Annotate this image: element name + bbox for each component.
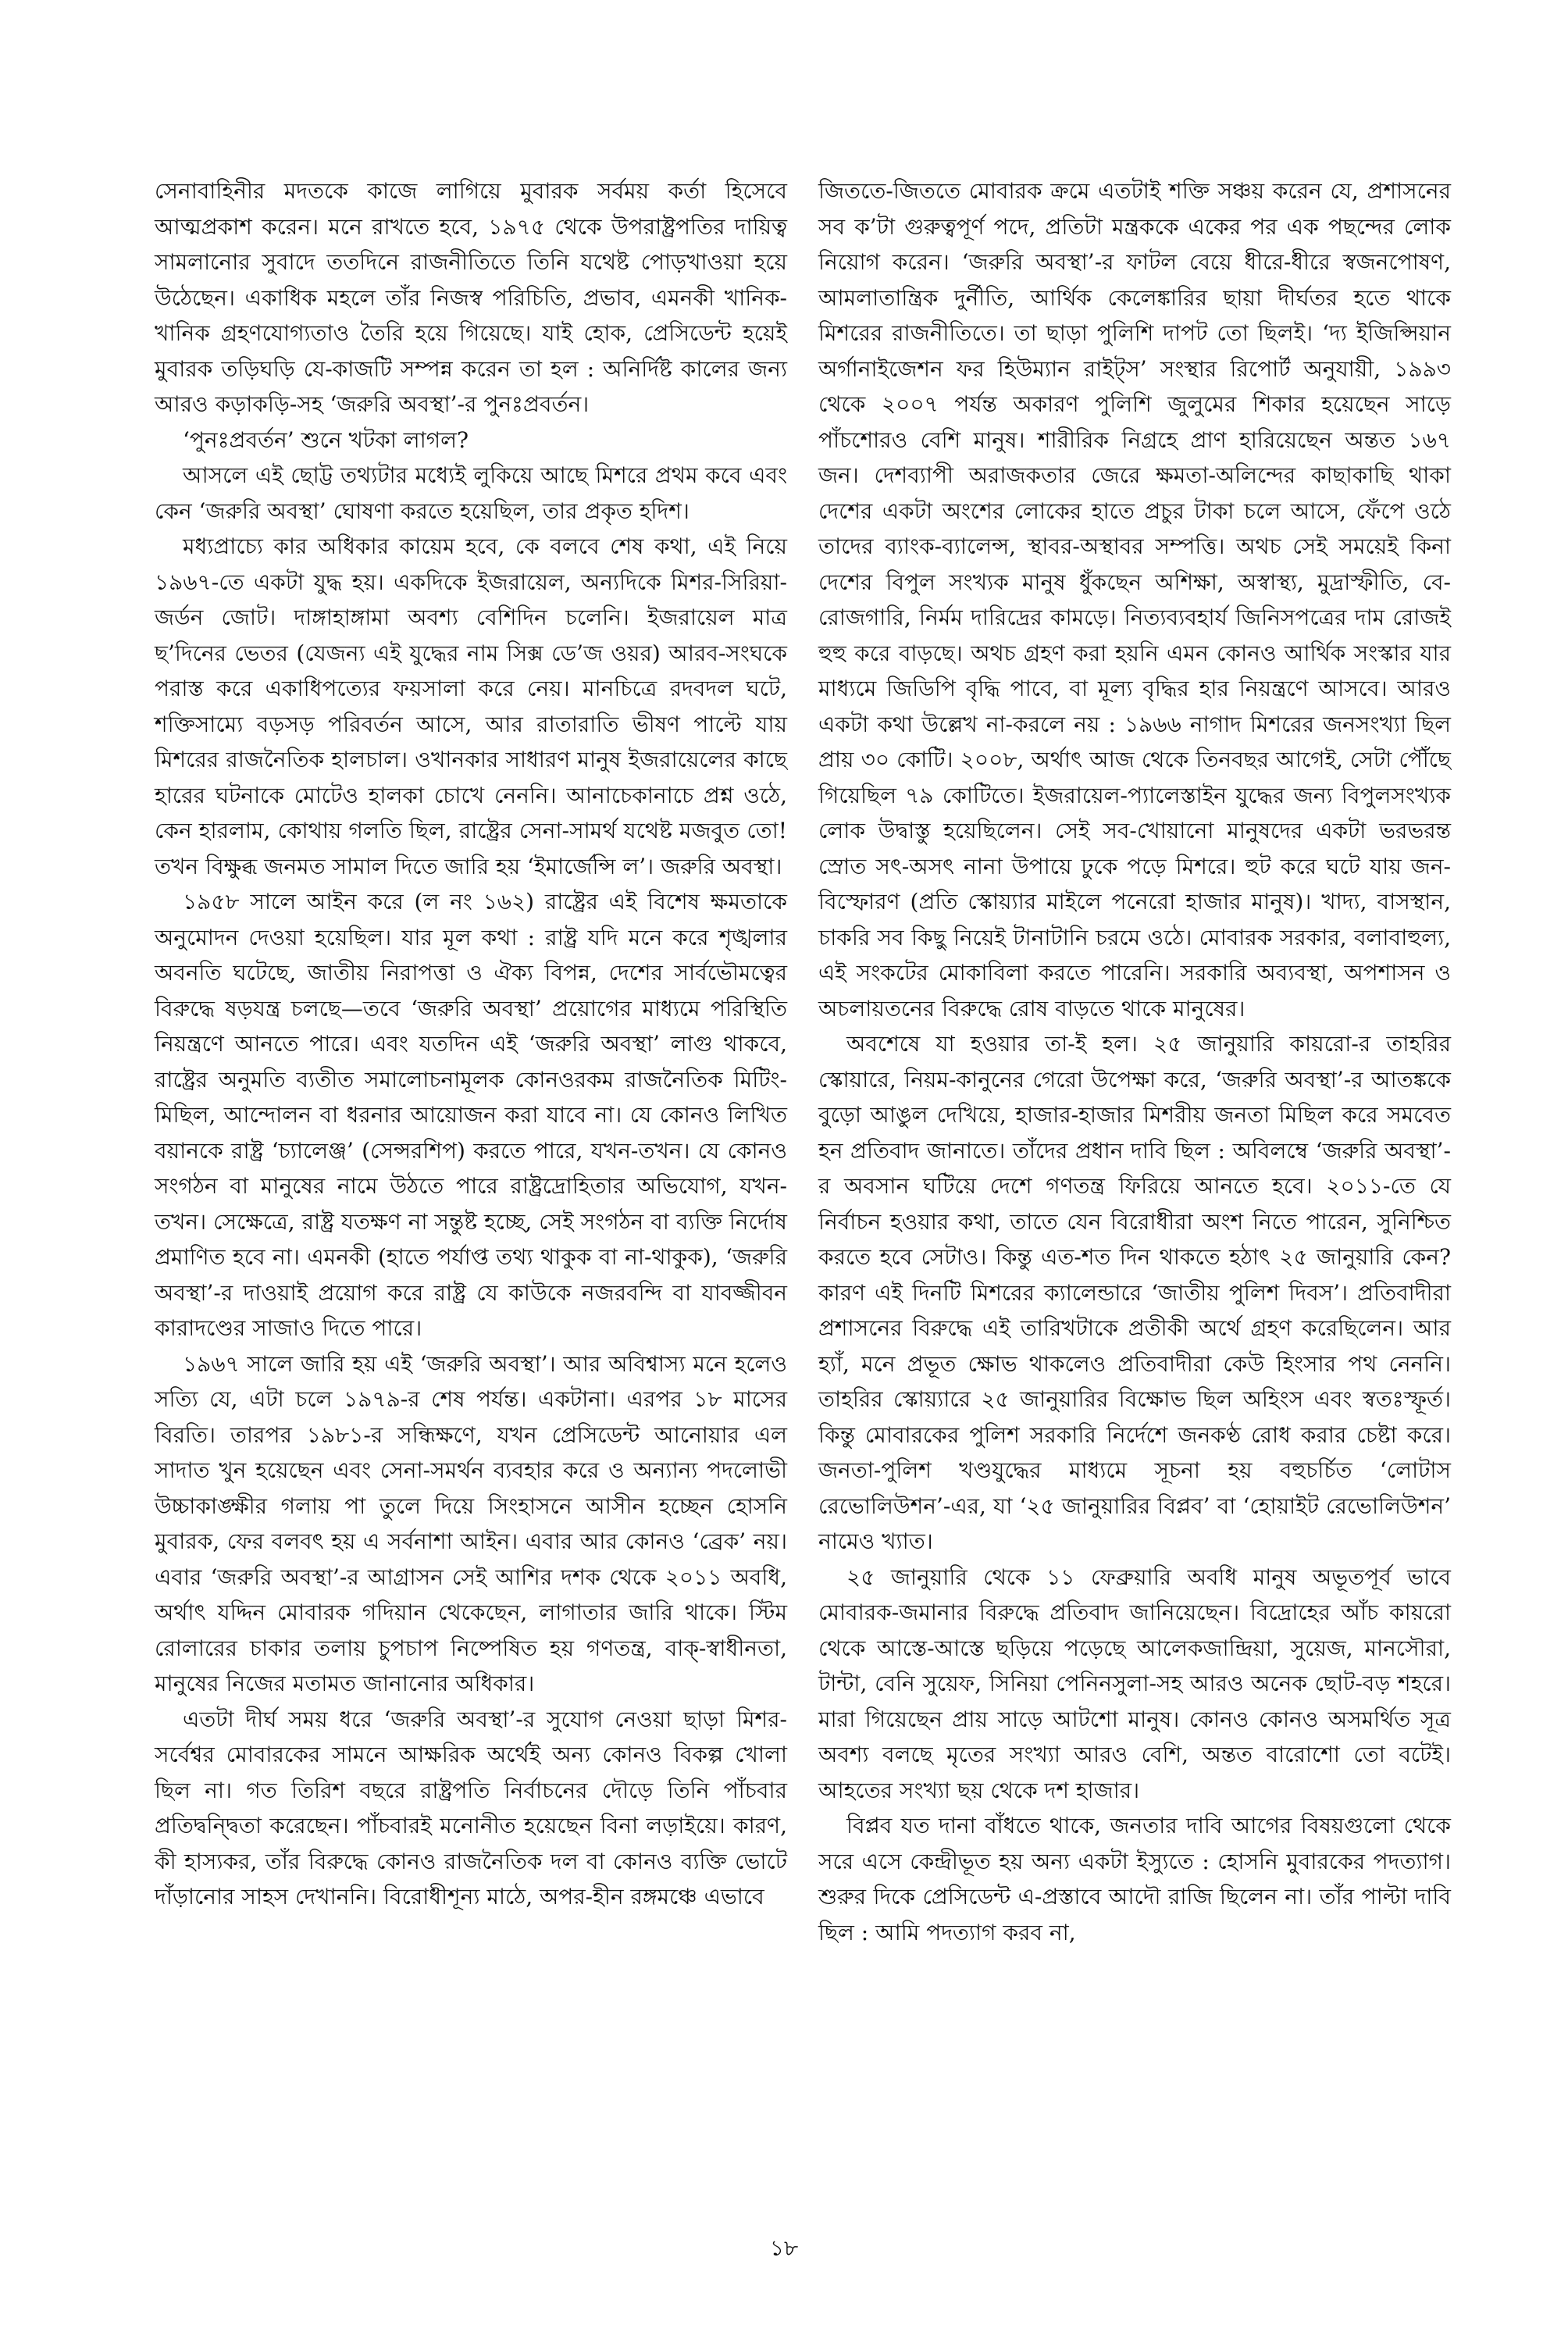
left-text-column — [155, 173, 787, 1915]
paragraph: মধ্যপ্রাচ্যে কার অধিকার কায়েম হবে, কে বলবে শেষ কথা, এই নিয়ে ১৯৬৭-তে একটা যুদ্ধ হয়। একদিকে ইজরায়েল, অন্যদিকে মিশর-সিরিয়া-জর্ডন জোট। দাঙ্গাহাঙ্গামা অবশ্য বেশিদিন চলেনি। ইজরায়েল মাত্র ছ’দিনের ভেতর (যেজন্য এই যুদ্ধের নাম সিক্স ডে’জ ওয়র) আরব-সংঘকে পরাস্ত করে একাধিপত্যের ফয়সালা করে নেয়। মানচিত্রে রদবদল ঘটে, শক্তিসাম্যে বড়সড় পরিবর্তন আসে, আর রাতারাতি ভীষণ পাল্টে যায় মিশরের রাজনৈতিক হালচাল। ওখানকার সাধারণ মানুষ ইজরায়েলের কাছে হারের ঘটনাকে মোটেও হালকা চোখে নেননি। আনাচেকানাচে প্রশ্ন ওঠে, কেন হারলাম, কোথায় গলতি ছিল, রাষ্ট্রের সেনা-সামর্থ যথেষ্ট মজবুত তো! তখন বিক্ষুব্ধ জনমত সামাল দিতে জারি হয় ‘ইমার্জেন্সি ল’। জরুরি অবস্থা। — [155, 533, 787, 879]
paragraph: অবশেষে যা হওয়ার তা-ই হল। ২৫ জানুয়ারি কায়রো-র তাহরির স্কোয়ারে, নিয়ম-কানুনের গেরো উপেক্ষা করে, ‘জরুরি অবস্থা’-র আতঙ্ককে বুড়ো আঙুল দেখিয়ে, হাজার-হাজার মিশরীয় জনতা মিছিল করে সমবেত হন প্রতিবাদ জানাতে। তাঁদের প্রধান দাবি ছিল : অবিলম্বে ‘জরুরি অবস্থা’-র অবসান ঘটিয়ে দেশে গণতন্ত্র ফিরিয়ে আনতে হবে। ২০১১-তে যে নির্বাচন হওয়ার কথা, তাতে যেন বিরোধীরা অংশ নিতে পারেন, সুনিশ্চিত করতে হবে সেটাও। কিন্তু এত-শত দিন থাকতে হঠাৎ ২৫ জানুয়ারি কেন? কারণ এই দিনটি মিশরের ক্যালেন্ডারে ‘জাতীয় পুলিশ দিবস’। প্রতিবাদীরা প্রশাসনের বিরুদ্ধে এই তারিখটাকে প্রতীকী অর্থে গ্রহণ করেছিলেন। আর হ্যাঁ, মনে প্রভূত ক্ষোভ থাকলেও প্রতিবাদীরা কেউ হিংসার পথ নেননি। তাহরির স্কোয়্যারে ২৫ জানুয়ারির বিক্ষোভ ছিল অহিংস এবং স্বতঃস্ফূর্ত। কিন্তু মোবারকের পুলিশ সরকারি নির্দেশে জনকণ্ঠ রোধ করার চেষ্টা করে। জনতা-পুলিশ খণ্ডযুদ্ধের মাধ্যমে সূচনা হয় বহুচর্চিত ‘লোটাস রেভোলিউশন’-এর, যা ‘২৫ জানুয়ারির বিপ্লব’ বা ‘হোয়াইট রেভোলিউশন’ নামেও খ্যাত। — [818, 1031, 1451, 1554]
paragraph: এতটা দীর্ঘ সময় ধরে ‘জরুরি অবস্থা’-র সুযোগ নেওয়া ছাড়া মিশর-সর্বেশ্বর মোবারকের সামনে আক্ষরিক অর্থেই অন্য কোনও বিকল্প খোলা ছিল না। গত তিরিশ বছরে রাষ্ট্রপতি নির্বাচনের দৌড়ে তিনি পাঁচবার প্রতিদ্বন্দ্বিতা করেছেন। পাঁচবারই মনোনীত হয়েছেন বিনা লড়াইয়ে। কারণ, কী হাস্যকর, তাঁর বিরুদ্ধে কোনও রাজনৈতিক দল বা কোনও ব্যক্তি ভোটে দাঁড়ানোর সাহস দেখাননি। বিরোধীশূন্য মাঠে, অপর-হীন রঙ্গমঞ্চে এভাবে — [155, 1706, 787, 1910]
paragraph: আসলে এই ছোট্ট তথ্যটার মধ্যেই লুকিয়ে আছে মিশরে প্রথম কবে এবং কেন ‘জরুরি অবস্থা’ ঘোষণা করতে হয়েছিল, তার প্রকৃত হদিশ। — [155, 462, 787, 524]
paragraph: ১৯৫৮ সালে আইন করে (ল নং ১৬২) রাষ্ট্রের এই বিশেষ ক্ষমতাকে অনুমোদন দেওয়া হয়েছিল। যার মূল কথা : রাষ্ট্র যদি মনে করে শৃঙ্খলার অবনতি ঘটেছে, জাতীয় নিরাপত্তা ও ঐক্য বিপন্ন, দেশের সার্বভৌমত্বের বিরুদ্ধে ষড়যন্ত্র চলছে—তবে ‘জরুরি অবস্থা’ প্রয়োগের মাধ্যমে পরিস্থিতি নিয়ন্ত্রণে আনতে পারে। এবং যতদিন এই ‘জরুরি অবস্থা’ লাগু থাকবে, রাষ্ট্রের অনুমতি ব্যতীত সমালোচনামূলক কোনওরকম রাজনৈতিক মিটিং-মিছিল, আন্দোলন বা ধরনার আয়োজন করা যাবে না। যে কোনও লিখিত বয়ানকে রাষ্ট্র ‘চ্যালেঞ্জ’ (সেন্সরশিপ) করতে পারে, যখন-তখন। যে কোনও সংগঠন বা মানুষের নামে উঠতে পারে রাষ্ট্রদ্রোহিতার অভিযোগ, যখন-তখন। সেক্ষেত্রে, রাষ্ট্র যতক্ষণ না সন্তুষ্ট হচ্ছে, সেই সংগঠন বা ব্যক্তি নির্দোষ প্রমাণিত হবে না। এমনকী (হাতে পর্যাপ্ত তথ্য থাকুক বা না-থাকুক), ‘জরুরি অবস্থা’-র দাওয়াই প্রয়োগ করে রাষ্ট্র যে কাউকে নজরবন্দি বা যাবজ্জীবন কারাদণ্ডের সাজাও দিতে পারে। — [155, 889, 787, 1341]
right-text-column — [818, 173, 1451, 1950]
paragraph: ২৫ জানুয়ারি থেকে ১১ ফেব্রুয়ারি অবধি মানুষ অভূতপূর্ব ভাবে মোবারক-জমানার বিরুদ্ধে প্রতিবাদ জানিয়েছেন। বিদ্রোহের আঁচ কায়রো থেকে আস্তে-আস্তে ছড়িয়ে পড়েছে আলেকজান্দ্রিয়া, সুয়েজ, মানসৌরা, টান্টা, বেনি সুয়েফ, সিনিয়া পেনিনসুলা-সহ আরও অনেক ছোট-বড় শহরে। মারা গিয়েছেন প্রায় সাড়ে আটশো মানুষ। কোনও কোনও অসমর্থিত সূত্র অবশ্য বলছে মৃতের সংখ্যা আরও বেশি, অন্তত বারোশো তো বটেই। আহতের সংখ্যা ছয় থেকে দশ হাজার। — [818, 1564, 1451, 1803]
page-number: ১৮ — [769, 2235, 799, 2261]
paragraph: ‘পুনঃপ্রবর্তন’ শুনে খটকা লাগল? — [183, 426, 469, 453]
paragraph: বিপ্লব যত দানা বাঁধতে থাকে, জনতার দাবি আগের বিষয়গুলো থেকে সরে এসে কেন্দ্রীভূত হয় অন্য একটা ইস্যুতে : হোসনি মুবারকের পদত্যাগ। শুরুর দিকে প্রেসিডেন্ট এ-প্রস্তাবে আদৌ রাজি ছিলেন না। তাঁর পাল্টা দাবি ছিল : আমি পদত্যাগ করব না, — [818, 1813, 1451, 1945]
paragraph: ১৯৬৭ সালে জারি হয় এই ‘জরুরি অবস্থা’। আর অবিশ্বাস্য মনে হলেও সত্যি যে, এটা চলে ১৯৭৯-র শেষ পর্যন্ত। একটানা। এরপর ১৮ মাসের বিরতি। তারপর ১৯৮১-র সন্ধিক্ষণে, যখন প্রেসিডেন্ট আনোয়ার এল সাদাত খুন হয়েছেন এবং সেনা-সমর্থন ব্যবহার করে ও অন্যান্য পদলোভী উচ্চাকাঙ্ক্ষীর গলায় পা তুলে দিয়ে সিংহাসনে আসীন হচ্ছেন হোসনি মুবারক, ফের বলবৎ হয় এ সর্বনাশা আইন। এবার আর কোনও ‘ব্রেক’ নয়। এবার ‘জরুরি অবস্থা’-র আগ্রাসন সেই আশির দশক থেকে ২০১১ অবধি, অর্থাৎ যদ্দিন মোবারক গদিয়ান থেকেছেন, লাগাতার জারি থাকে। স্টিম রোলারের চাকার তলায় চুপচাপ নিষ্পেষিত হয় গণতন্ত্র, বাক্-স্বাধীনতা, মানুষের নিজের মতামত জানানোর অধিকার। — [155, 1350, 787, 1696]
paragraph: সেনাবাহিনীর মদতকে কাজে লাগিয়ে মুবারক সর্বময় কর্তা হিসেবে আত্মপ্রকাশ করেন। মনে রাখতে হবে, ১৯৭৫ থেকে উপরাষ্ট্রপতির দায়িত্ব সামলানোর সুবাদে ততদিনে রাজনীতিতে তিনি যথেষ্ট পোড়খাওয়া হয়ে উঠেছেন। একাধিক মহলে তাঁর নিজস্ব পরিচিতি, প্রভাব, এমনকী খানিক-খানিক গ্রহণযোগ্যতাও তৈরি হয়ে গিয়েছে। যাই হোক, প্রেসিডেন্ট হয়েই মুবারক তড়িঘড়ি যে-কাজটি সম্পন্ন করেন তা হল : অনির্দিষ্ট কালের জন্য আরও কড়াকড়ি-সহ ‘জরুরি অবস্থা’-র পুনঃপ্রবর্তন। — [155, 178, 787, 417]
paragraph: জিততে-জিততে মোবারক ক্রমে এতটাই শক্তি সঞ্চয় করেন যে, প্রশাসনের সব ক’টা গুরুত্বপূর্ণ পদে, প্রতিটা মন্ত্রককে একের পর এক পছন্দের লোক নিয়োগ করেন। ‘জরুরি অবস্থা’-র ফাটল বেয়ে ধীরে-ধীরে স্বজনপোষণ, আমলাতান্ত্রিক দুর্নীতি, আর্থিক কেলেঙ্কারির ছায়া দীর্ঘতর হতে থাকে মিশরের রাজনীতিতে। তা ছাড়া পুলিশি দাপট তো ছিলই। ‘দ্য ইজিপ্সিয়ান অর্গানাইজেশন ফর হিউম্যান রাইট্স’ সংস্থার রিপোর্ট অনুযায়ী, ১৯৯৩ থেকে ২০০৭ পর্যন্ত অকারণ পুলিশি জুলুমের শিকার হয়েছেন সাড়ে পাঁচশোরও বেশি মানুষ। শারীরিক নিগ্রহে প্রাণ হারিয়েছেন অন্তত ১৬৭ জন। দেশব্যাপী অরাজকতার জেরে ক্ষমতা-অলিন্দের কাছাকাছি থাকা দেশের একটা অংশের লোকের হাতে প্রচুর টাকা চলে আসে, ফেঁপে ওঠে তাদের ব্যাংক-ব্যালেন্স, স্থাবর-অস্থাবর সম্পত্তি। অথচ সেই সময়েই কিনা দেশের বিপুল সংখ্যক মানুষ ধুঁকছেন অশিক্ষা, অস্বাস্থ্য, মুদ্রাস্ফীতি, বে-রোজগারি, নির্মম দারিদ্রের কামড়ে। নিত্যব্যবহার্য জিনিসপত্রের দাম রোজই হুহু করে বাড়ছে। অথচ গ্রহণ করা হয়নি এমন কোনও আর্থিক সংস্কার যার মাধ্যমে জিডিপি বৃদ্ধি পাবে, বা মূল্য বৃদ্ধির হার নিয়ন্ত্রণে আসবে। আরও একটা কথা উল্লেখ না-করলে নয় : ১৯৬৬ নাগাদ মিশরের জনসংখ্যা ছিল প্রায় ৩০ কোটি। ২০০৮, অর্থাৎ আজ থেকে তিনবছর আগেই, সেটা পৌঁছে গিয়েছিল ৭৯ কোটিতে। ইজরায়েল-প্যালেস্তাইন যুদ্ধের জন্য বিপুলসংখ্যক লোক উদ্বাস্তু হয়েছিলেন। সেই সব-খোয়ানো মানুষদের একটা ভরভরন্ত স্রোত সৎ-অসৎ নানা উপায়ে ঢুকে পড়ে মিশরে। হুট করে ঘটে যায় জন-বিস্ফোরণ (প্রতি স্কোয়্যার মাইলে পনেরো হাজার মানুষ)। খাদ্য, বাসস্থান, চাকরি সব কিছু নিয়েই টানাটানি চরমে ওঠে। মোবারক সরকার, বলাবাহুল্য, এই সংকটের মোকাবিলা করতে পারেনি। সরকারি অব্যবস্থা, অপশাসন ও অচলায়তনের বিরুদ্ধে রোষ বাড়তে থাকে মানুষের। — [818, 178, 1451, 1022]
